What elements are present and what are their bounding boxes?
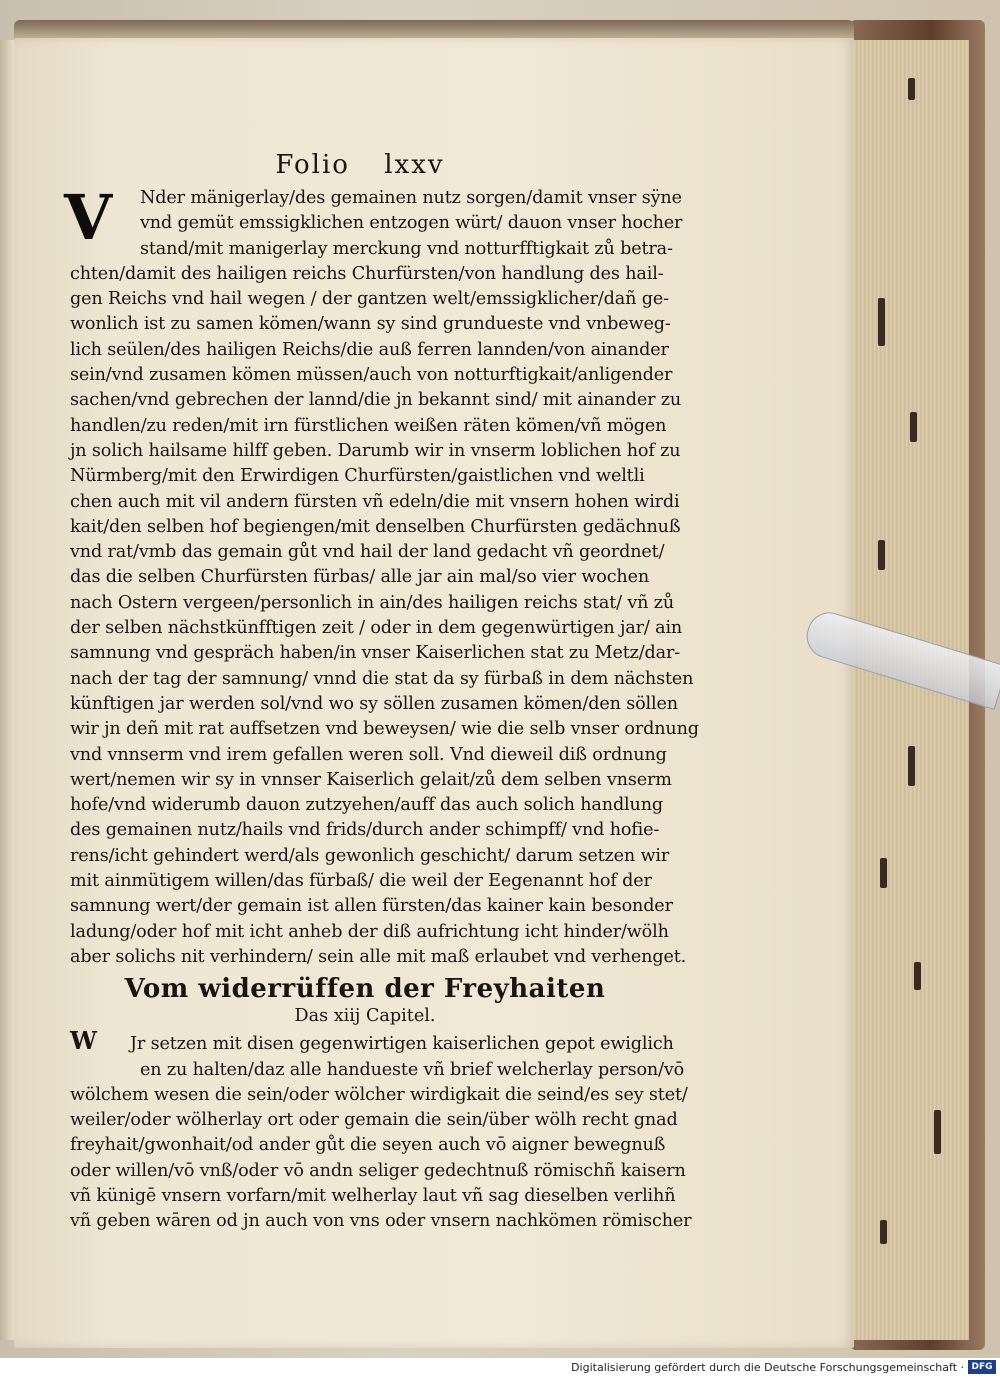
bookmark-tab xyxy=(878,298,885,346)
text-line: nach der tag der samnung/ vnnd die stat da sy fürbaß in dem nächsten xyxy=(70,668,694,689)
decorated-initial: V xyxy=(64,181,113,254)
text-line: der selben nächstkünfftigen zeit / oder in dem gegenwürtigen jar/ ain xyxy=(70,618,683,639)
text-line: das die selben Churfürsten fürbas/ alle jar ain mal/so vier wochen xyxy=(70,567,650,588)
section-subtitle: Das xiij Capitel. xyxy=(294,1006,436,1027)
bookmark-tab xyxy=(910,412,917,442)
folio-header xyxy=(210,150,510,180)
text-line: gen Reichs vnd hail wegen / der gantzen welt/emssigklicher/dañ ge- xyxy=(70,289,669,310)
text-line: sein/vnd zusamen kömen müssen/auch von notturftigkait/anligender xyxy=(70,365,673,386)
text-line: kait/den selben hof begiengen/mit denselben Churfürsten gedächnuß xyxy=(70,516,681,537)
text-line: samnung vnd gespräch haben/in vnser Kaiserlichen stat zu Metz/dar- xyxy=(70,643,681,664)
text-line: wert/nemen wir sy in vnnser Kaiserlich gelait/zů dem selben vnserm xyxy=(70,769,672,790)
text-line: Nder mänigerlay/des gemainen nutz sorgen/damit vnser sÿne xyxy=(140,188,682,208)
text-line: stand/mit manigerlay merckung vnd notturfftigkait zů betra- xyxy=(140,238,673,259)
text-line: vnd vnnserm vnd irem gefallen weren soll. Vnd dieweil diß ordnung xyxy=(70,744,667,765)
main-paragraph xyxy=(64,181,699,970)
text-line: handlen/zu reden/mit irn fürstlichen weißen räten kömen/vñ mögen xyxy=(70,415,667,436)
text-line: vnd rat/vmb das gemain gůt vnd hail der land gedacht vñ geordnet/ xyxy=(70,542,665,563)
bookmark-tab xyxy=(880,1220,887,1244)
text-line: jn solich hailsame hilff geben. Darumb wir in vnserm loblichen hof zu xyxy=(70,440,681,461)
text-line: wölchem wesen die sein/oder wölcher wirdigkait die seind/es sey stet/ xyxy=(70,1084,688,1105)
text-line: vnd gemüt emssigklichen entzogen würt/ dauon vnser hocher xyxy=(140,213,683,234)
text-line: rens/icht gehindert werd/als gewonlich geschicht/ darum setzen wir xyxy=(70,845,670,866)
text-line: freyhait/gwonhait/od ander gůt die seyen auch vō aigner bewegnuß xyxy=(70,1135,666,1156)
bookmark-tab xyxy=(878,540,885,570)
text-line: Jr setzen mit disen gegenwirtigen kaiserlichen gepot ewiglich xyxy=(130,1034,674,1055)
bookmark-tab xyxy=(914,962,921,990)
text-line: künftigen jar werden sol/vnd wo sy söllen zusamen kömen/den söllen xyxy=(70,693,678,714)
text-line: ladung/oder hof mit icht anheb der diß aufrichtung icht hinder/wölh xyxy=(70,921,669,942)
text-line: en zu halten/daz alle handueste vñ brief welcherlay person/vō xyxy=(140,1059,685,1080)
dfg-logo-badge: DFG xyxy=(968,1360,996,1374)
text-line: nach Ostern vergeen/personlich in ain/des hailigen reichs stat/ vñ zů xyxy=(70,592,675,613)
text-line: hofe/vnd widerumb dauon zutzyehen/auff das auch solich handlung xyxy=(70,795,664,816)
text-line: vñ künigē vnsern vorfarn/mit welherlay laut vñ sag dieselben verlihñ xyxy=(70,1185,676,1206)
bookmark-tab xyxy=(934,1110,941,1154)
left-page-edge xyxy=(0,40,14,1340)
page-text xyxy=(64,150,699,1235)
text-line: sachen/vnd gebrechen der lannd/die jn bekannt sind/ mit ainander zu xyxy=(70,390,682,411)
text-line: chen auch mit vil andern fürsten vñ edeln/die mit vnsern hohen wirdi xyxy=(70,491,680,512)
text-line: chten/damit des hailigen reichs Churfürsten/von handlung des hail- xyxy=(70,263,664,284)
folio-label: Folio xyxy=(275,150,350,180)
section-paragraph xyxy=(70,1026,692,1234)
text-line: des gemainen nutz/hails vnd frids/durch ander schimpff/ vnd hofie- xyxy=(70,820,660,841)
footer-credit: Digitalisierung gefördert durch die Deutsche Forschungsgemeinschaft · xyxy=(571,1361,964,1374)
bookmark-tab xyxy=(908,78,915,100)
section-initial: W xyxy=(70,1026,97,1056)
bookmark-tab xyxy=(880,858,887,888)
text-line: oder willen/vō vnß/oder vō andn seliger gedechtnuß römischñ kaisern xyxy=(70,1160,686,1181)
text-line: weiler/oder wölherlay ort oder gemain die sein/über wölh recht gnad xyxy=(70,1110,678,1131)
text-line: wir jn deñ mit rat auffsetzen vnd beweysen/ wie die selb vnser ordnung xyxy=(70,719,699,740)
text-line: Nürmberg/mit den Erwirdigen Churfürsten/gaistlichen vnd weltli xyxy=(70,466,645,487)
text-line: samnung wert/der gemain ist allen fürsten/das kainer kain besonder xyxy=(70,896,673,917)
text-line: lich seülen/des hailigen Reichs/die auß ferren lannden/von ainander xyxy=(70,339,669,360)
bookmark-tab xyxy=(908,746,915,786)
text-line: aber solichs nit verhindern/ sein alle mit maß erlaubet vnd verhenget. xyxy=(70,946,687,967)
folio-number: lxxv xyxy=(384,150,445,180)
text-line: wonlich ist zu samen kömen/wann sy sind grundueste vnd vnbeweg- xyxy=(70,314,671,335)
section-title: Vom widerrüffen der Freyhaiten xyxy=(124,974,606,1005)
text-line: vñ geben wāren od jn auch von vns oder vnsern nachkömen römischer xyxy=(70,1211,692,1232)
text-line: mit ainmütigem willen/das fürbaß/ die weil der Eegenannt hof der xyxy=(70,871,652,892)
